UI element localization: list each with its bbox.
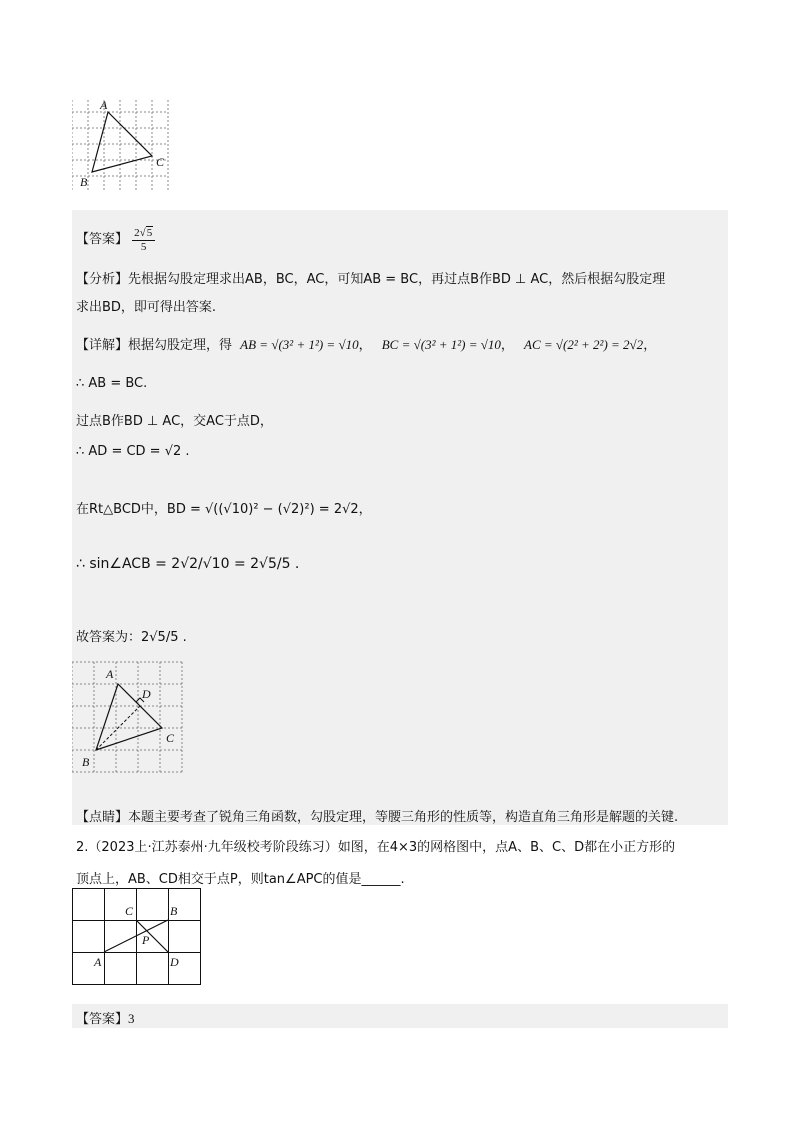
figure-triangle-grid-1 xyxy=(72,96,172,196)
analysis-line-1: 先根据勾股定理求出AB，BC，AC，可知AB = BC，再过点B作BD ⊥ AC，然后根据勾股定理 xyxy=(128,272,666,287)
fig3-label-c: C xyxy=(125,904,134,918)
fig3-label-d: D xyxy=(170,955,179,969)
fig1-label-c: C xyxy=(156,155,165,169)
figure-triangle-grid-2 xyxy=(72,660,192,776)
q1-therefore-ab-bc: ∴ AB = BC. xyxy=(76,376,148,391)
fig2-label-d: D xyxy=(142,687,151,701)
analysis-label: 【分析】 xyxy=(76,272,129,287)
eq-ab: AB = √(3² + 1²) = √10 xyxy=(240,337,359,352)
q1-comment xyxy=(76,806,736,825)
eq-bc: BC = √(3² + 1²) = √10 xyxy=(381,337,501,352)
fig3-label-b: B xyxy=(170,904,178,918)
q1-answer-row xyxy=(76,226,155,253)
q1-rt-triangle-line: 在Rt△BCD中，BD = √((√10)² − (√2)²) = 2√2， xyxy=(76,502,372,517)
comment-label: 【点睛】 xyxy=(76,810,129,825)
fig2-label-c: C xyxy=(166,731,175,745)
comment-text: 本题主要考查了锐角三角函数，勾股定理，等腰三角形的性质等，构造直角三角形是解题的关键. xyxy=(128,810,679,825)
fig1-label-b: B xyxy=(80,175,88,189)
figure-grid-4x3 xyxy=(72,888,202,986)
detail-label: 【详解】 xyxy=(76,338,129,353)
q2-answer-label: 【答案】 xyxy=(76,1012,129,1027)
analysis-line-2: 求出BD，即可得出答案. xyxy=(76,300,217,315)
q1-answer-fraction: $\frac{2√5}{5}$ xyxy=(132,226,155,253)
q2-answer-row xyxy=(76,1008,135,1027)
q1-final-answer: 故答案为：2√5/5 . xyxy=(76,630,187,645)
q2-line-2: 顶点上，AB、CD相交于点P，则tan∠APC的值是______. xyxy=(76,872,405,887)
eq-ac: AC = √(2² + 2²) = 2√2 xyxy=(524,337,644,352)
q2-line-1: 2.（2023上·江苏泰州·九年级校考阶段练习）如图，在4×3的网格图中，点A、B、C、D都在小正方形的 xyxy=(76,840,676,855)
q2-answer-value: 3 xyxy=(128,1011,135,1026)
fig1-label-a: A xyxy=(100,98,108,112)
q2-answer-panel xyxy=(72,1004,728,1028)
q1-perpendicular-line: 过点B作BD ⊥ AC，交AC于点D， xyxy=(76,414,273,429)
fig3-label-a: A xyxy=(94,955,102,969)
q1-analysis xyxy=(76,266,726,322)
q1-therefore-ad-cd: ∴ AD = CD = √2 . xyxy=(76,444,190,459)
fig2-label-b: B xyxy=(82,755,90,769)
q1-detail-line-1: 【详解】根据勾股定理，得 AB = √(3² + 1²) = √10， BC = √(3² + 1²) = √10， AC = √(2² + 2²) = 2√2， xyxy=(76,337,657,353)
fig3-label-p: P xyxy=(142,933,150,947)
fig2-label-a: A xyxy=(106,667,114,681)
q1-sin-line: ∴ sin∠ACB = 2√2/√10 = 2√5/5 . xyxy=(76,556,300,572)
q2-question xyxy=(76,832,736,896)
answer-label: 【答案】 xyxy=(76,232,129,247)
